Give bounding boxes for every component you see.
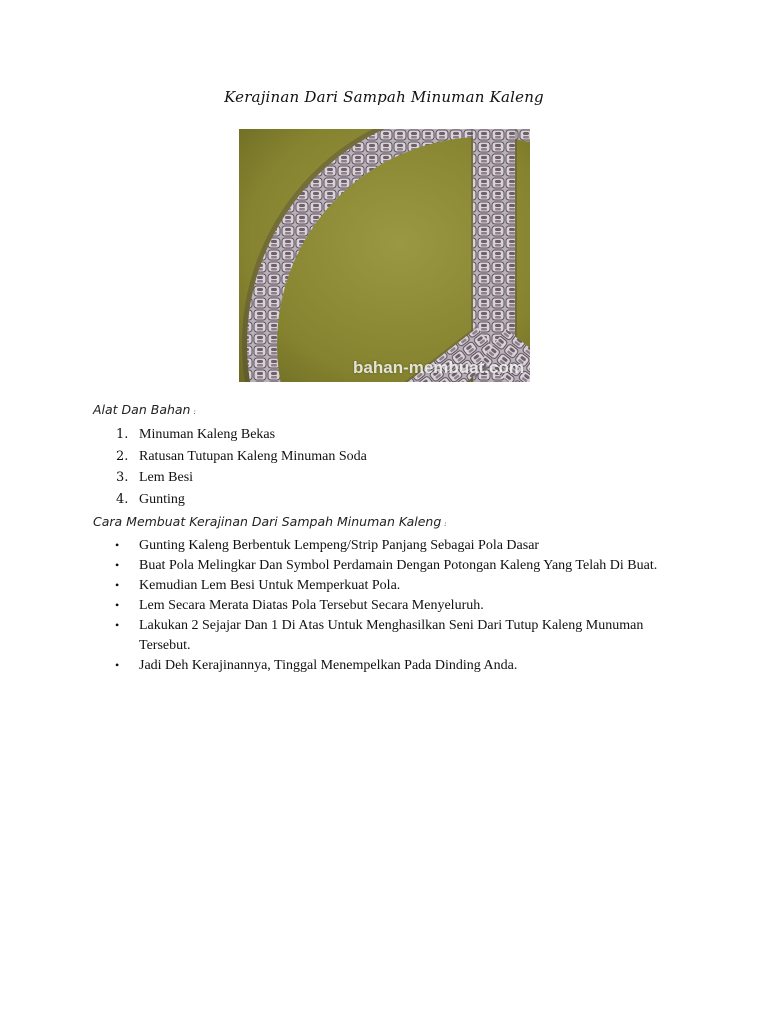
steps-list [90,536,680,676]
list-item-text: Lem Secara Merata Diatas Pola Tersebut Secara Menyeluruh. [139,598,484,613]
document-title: Kerajinan Dari Sampah Minuman Kaleng [224,88,544,106]
list-number: 3. [116,470,129,485]
list-item [90,467,367,489]
photo-watermark: bahan-membuat.com [353,358,524,377]
bullet-icon: • [115,578,120,592]
materials-list [90,424,367,510]
steps-heading-text: Cara Membuat Kerajinan Dari Sampah Minuman Kaleng [93,514,442,529]
bullet-icon: • [115,598,120,612]
peace-sign-photo [239,129,530,382]
list-item [90,446,367,468]
list-item [90,556,680,576]
bullet-icon: • [115,558,120,572]
materials-heading-text: Alat Dan Bahan [93,402,191,417]
list-item-text: Gunting [139,491,185,507]
list-item-text: Minuman Kaleng Bekas [139,427,276,442]
steps-heading-colon: : [444,520,447,528]
list-item [90,424,367,446]
bullet-icon: • [115,538,120,552]
list-item-text: Buat Pola Melingkar Dan Symbol Perdamain Dengan Potongan Kaleng Yang Telah Di Buat. [139,558,658,573]
list-number: 4. [116,491,129,507]
list-item [90,596,680,616]
list-item-text: Jadi Deh Kerajinannya, Tinggal Menempelkan Pada Dinding Anda. [139,657,518,673]
list-item [90,536,680,556]
bullet-icon: • [115,618,120,632]
materials-heading-colon: : [193,408,196,416]
list-item-text: Lakukan 2 Sejajar Dan 1 Di Atas Untuk Menghasilkan Seni Dari Tutup Kaleng Munuman Tersebut. [139,618,644,653]
list-item-text: Gunting Kaleng Berbentuk Lempeng/Strip Panjang Sebagai Pola Dasar [139,538,540,553]
bullet-icon: • [115,657,120,672]
materials-heading [93,402,196,417]
list-number: 1. [116,427,129,442]
peace-sign-illustration [239,129,530,382]
list-item [90,576,680,596]
list-item-text: Kemudian Lem Besi Untuk Memperkuat Pola. [139,578,401,593]
list-item-text: Ratusan Tutupan Kaleng Minuman Soda [139,448,367,464]
list-item-text: Lem Besi [139,470,194,485]
list-item [90,489,367,511]
list-item [90,616,680,655]
list-number: 2. [116,448,129,464]
steps-heading [93,514,447,529]
list-item [90,656,680,676]
